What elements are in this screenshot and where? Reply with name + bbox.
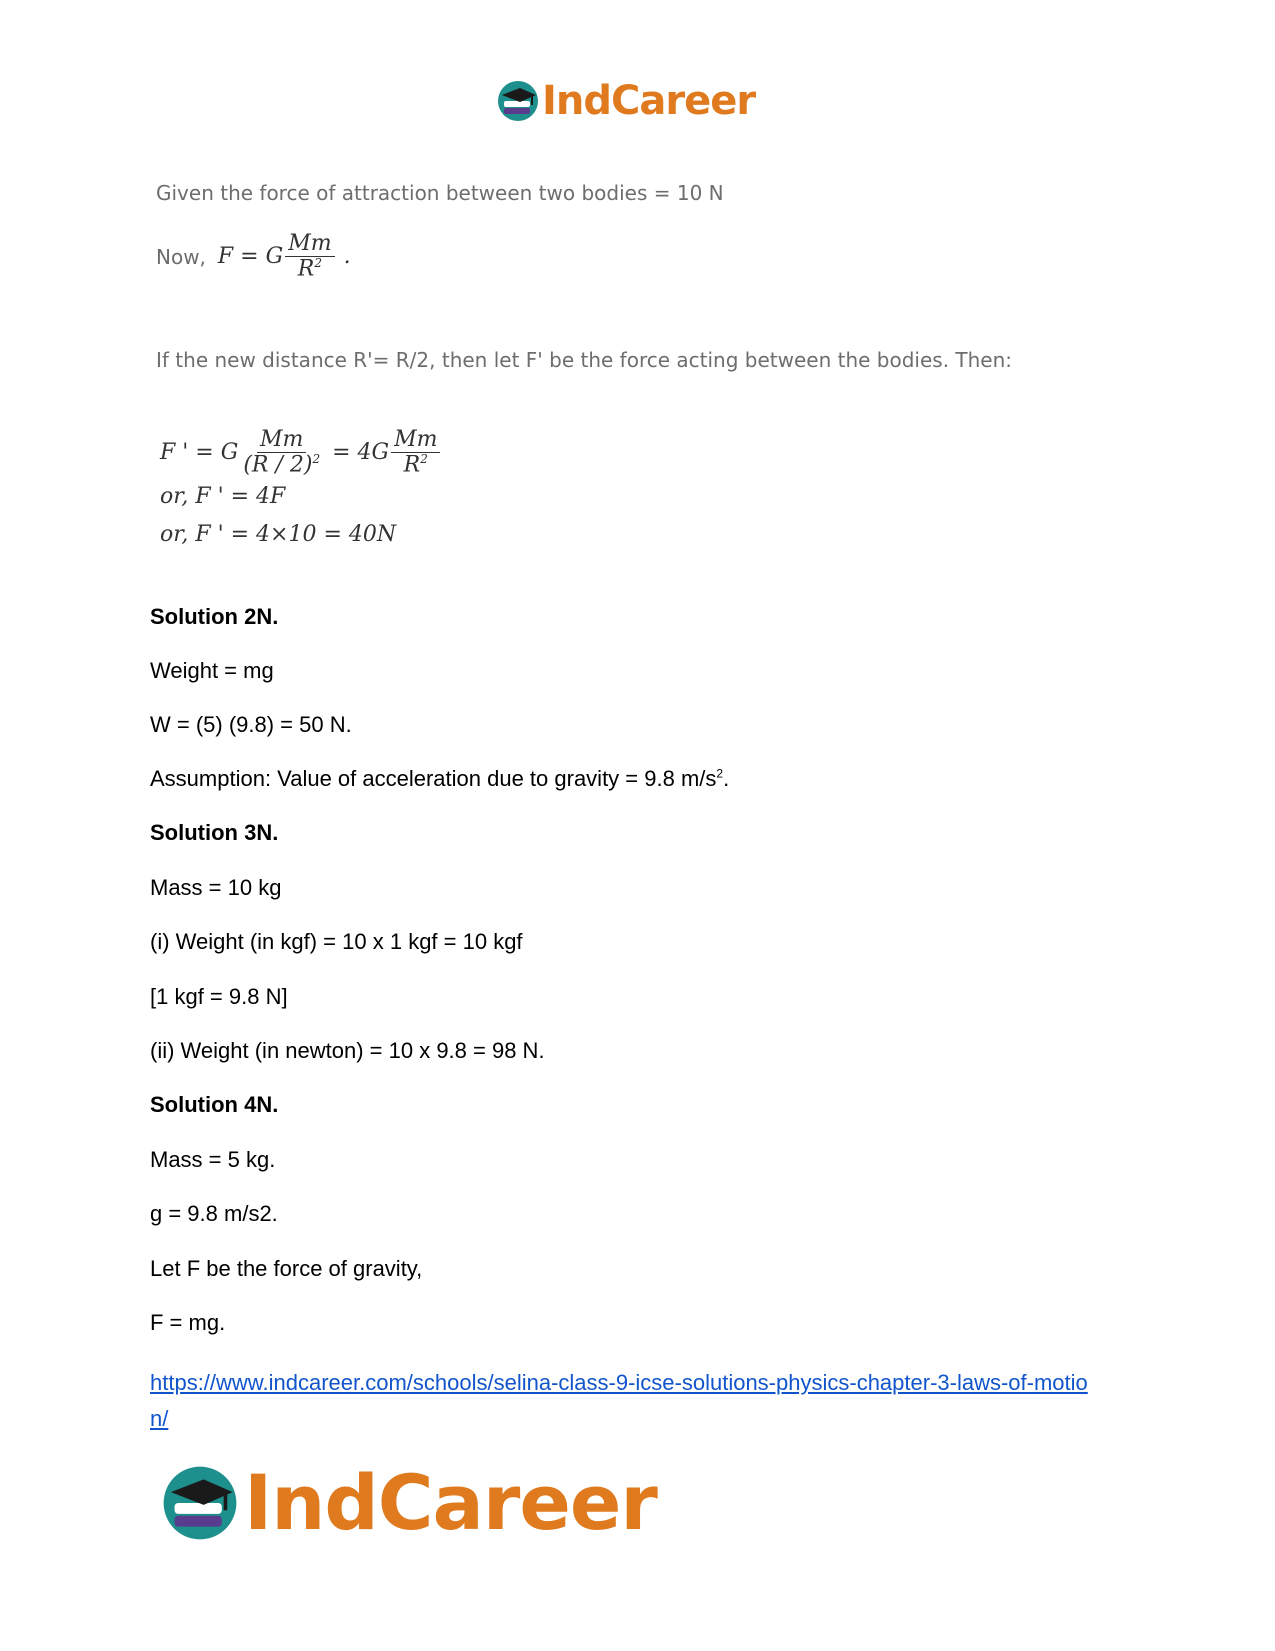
graduation-cap-book-icon: [160, 1463, 240, 1543]
header-logo: [496, 78, 755, 124]
formula-line-1: F ' = G $\frac{Mm}{(R / 2)^2}$ = 4G $\frac{Mm}{R^2}$: [160, 428, 442, 478]
solution-2-line-1: Weight = mg: [150, 658, 274, 683]
solution-4-line-3: Let F be the force of gravity,: [150, 1256, 423, 1281]
solution-3-title: Solution 3N.: [150, 820, 279, 845]
formula-derivation: [160, 428, 442, 554]
formula-now: [156, 232, 351, 282]
solution-3-line-1: Mass = 10 kg: [150, 875, 282, 900]
new-distance-line: If the new distance R'= R/2, then let F' be the force acting between the bodies. Then:: [156, 348, 1013, 372]
graduation-cap-book-icon: [496, 79, 540, 123]
solution-3-line-3: [1 kgf = 9.8 N]: [150, 984, 288, 1009]
solution-2-line-3: Assumption: Value of acceleration due to gravity = 9.8 $m/s^2$.: [150, 766, 730, 791]
logo-text: IndCareer: [542, 78, 756, 124]
solution-4-line-1: Mass = 5 kg.: [150, 1147, 276, 1172]
solution-4-line-4: F = mg.: [150, 1310, 226, 1335]
solution-4-line-2: g = 9.8 m/s2.: [150, 1201, 278, 1226]
solution-4-title: Solution 4N.: [150, 1092, 279, 1117]
now-label: Now,: [156, 244, 206, 269]
logo-text: IndCareer: [244, 1458, 657, 1547]
solution-3-line-4: (ii) Weight (in newton) = 10 x 9.8 = 98 N.: [150, 1038, 545, 1063]
footer-logo: [160, 1458, 657, 1547]
solution-2-title: Solution 2N.: [150, 604, 279, 629]
formula-gravity: F = G $\frac{Mm}{R^2}$ .: [217, 231, 351, 282]
formula-line-3: or, F ' = 4×10 = 40N: [160, 521, 397, 547]
formula-line-2: or, F ' = 4F: [160, 483, 286, 509]
solution-2-line-2: W = (5) (9.8) = 50 N.: [150, 712, 352, 737]
given-line: Given the force of attraction between two bodies = 10 N: [156, 181, 724, 205]
source-link[interactable]: https://www.indcareer.com/schools/selina-class-9-icse-solutions-physics-chapter-3-laws-of-motion/: [150, 1370, 1088, 1431]
solution-3-line-2: (i) Weight (in kgf) = 10 x 1 kgf = 10 kgf: [150, 929, 523, 954]
